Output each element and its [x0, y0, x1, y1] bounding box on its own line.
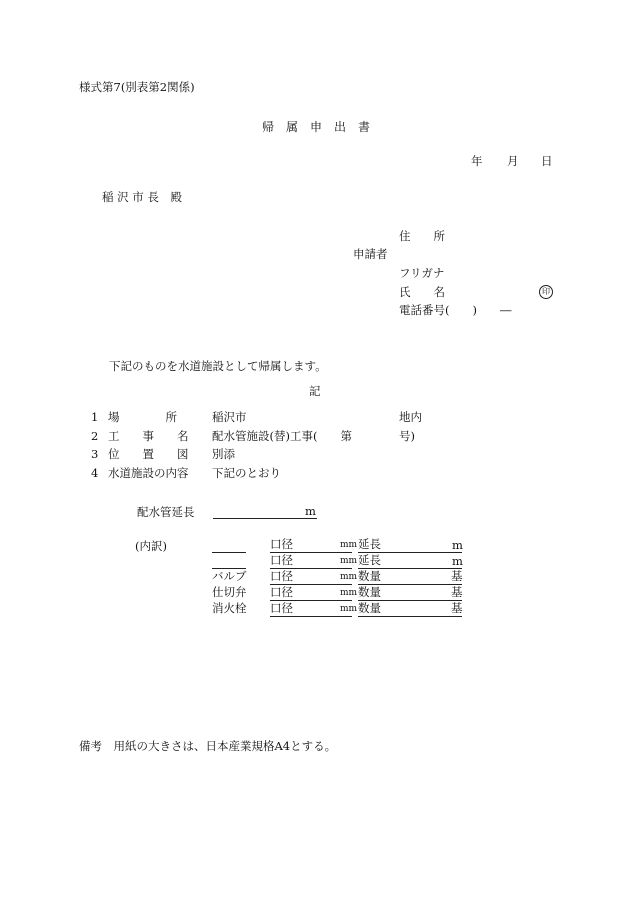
- item-label: 水道施設の内容: [108, 466, 189, 480]
- breakdown-qty[interactable]: 延長 m: [358, 553, 463, 568]
- breakdown-name-field[interactable]: [212, 539, 246, 553]
- item-no: 3: [91, 447, 99, 461]
- pipe-length-label: 配水管延長: [137, 505, 195, 519]
- address-label: 住 所: [399, 229, 445, 243]
- breakdown-qty[interactable]: 数量 基: [358, 585, 463, 599]
- name-label: 氏 名: [399, 285, 445, 299]
- phone-label: 電話番号( ) ―: [399, 303, 512, 317]
- breakdown-spec[interactable]: 口径 mm: [270, 585, 358, 599]
- breakdown-name: 消火栓: [212, 601, 247, 615]
- item-extra: 号): [399, 429, 415, 443]
- furigana-label: フリガナ: [399, 266, 445, 280]
- item-value: 稲沢市: [212, 410, 247, 424]
- item-extra: 地内: [399, 410, 422, 424]
- breakdown-label: (内訳): [135, 539, 167, 553]
- breakdown-qty[interactable]: 数量 基: [358, 569, 463, 583]
- item-label: 工 事 名: [108, 429, 189, 443]
- breakdown-spec[interactable]: 口径 mm: [270, 553, 358, 567]
- item-no: 2: [91, 429, 99, 443]
- breakdown-qty[interactable]: 数量 基: [358, 601, 463, 615]
- remarks-note: 備考 用紙の大きさは、日本産業規格A4とする。: [79, 739, 337, 753]
- breakdown-spec[interactable]: 口径 mm: [270, 537, 358, 551]
- breakdown-name: バルブ: [212, 569, 247, 583]
- breakdown-name: 仕切弁: [212, 585, 247, 599]
- date-year: 年: [471, 154, 483, 168]
- item-value: 別添: [212, 447, 235, 461]
- intro-text: 下記のものを水道施設として帰属します。: [109, 359, 327, 373]
- addressee: 稲 沢 市 長 殿: [102, 190, 182, 204]
- item-no: 1: [91, 410, 99, 424]
- applicant-label: 申請者: [353, 247, 388, 261]
- date-day: 日: [541, 154, 553, 168]
- item-no: 4: [91, 466, 99, 480]
- pipe-length-unit: m: [305, 504, 316, 518]
- breakdown-spec[interactable]: 口径 mm: [270, 569, 358, 583]
- breakdown-spec[interactable]: 口径 mm: [270, 601, 358, 615]
- date-month: 月: [507, 154, 519, 168]
- breakdown-name-field[interactable]: [212, 555, 246, 569]
- breakdown-qty[interactable]: 延長 m: [358, 537, 463, 552]
- item-value: 下記のとおり: [212, 466, 281, 480]
- ki-heading: 記: [309, 384, 321, 398]
- form-id: 様式第7(別表第2関係): [79, 80, 195, 94]
- pipe-length-field[interactable]: [213, 505, 317, 519]
- item-label: 位 置 図: [108, 447, 189, 461]
- item-value: 配水管施設(替)工事( 第: [212, 429, 352, 443]
- seal-mark: 印: [539, 285, 553, 299]
- item-label: 場 所: [108, 410, 177, 424]
- page-title: 帰 属 申 出 書: [262, 120, 371, 134]
